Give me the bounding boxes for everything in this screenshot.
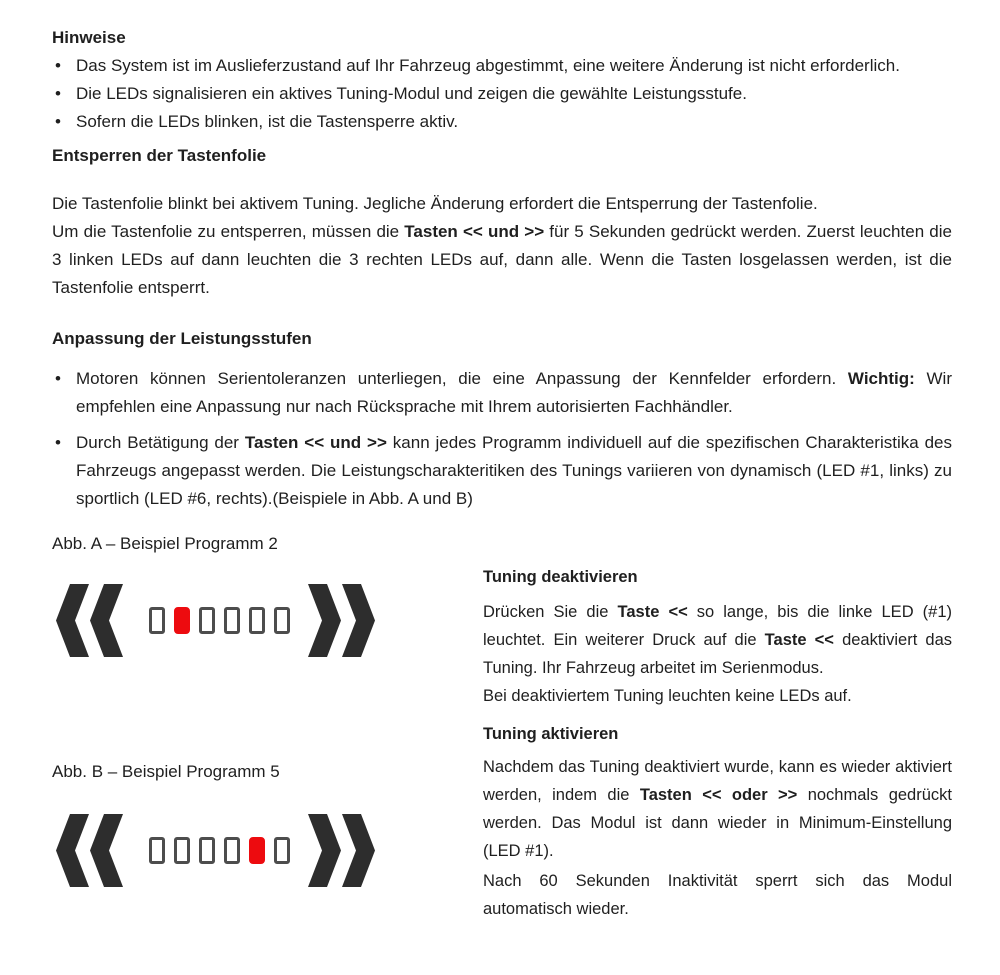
figure-b-label: Abb. B – Beispiel Programm 5 [52, 762, 280, 781]
double-chevron-left-icon [56, 584, 123, 657]
list-item: • Das System ist im Auslieferzustand auf Ihr Fahrzeug abgestimmt, eine weitere Änderung ist nicht erforderlich. [52, 52, 952, 80]
deactivate-note-paragraph: Bei deaktiviertem Tuning leuchten keine LEDs auf. [483, 687, 852, 705]
key-combo-bold: Tasten << und >> [404, 222, 545, 241]
text-run: kann jedes Programm individuell auf die spezifischen Charakteristika des Fahrzeugs angepasst werden. Die Leistungscharakteritiken des Tunings variieren von dynamisch (LED #1, links) zu sportlich (LED #6, rechts).(Beispiele in Abb. A und B) [76, 433, 952, 508]
figure-a-led-display [52, 584, 472, 657]
led-strip [149, 607, 290, 634]
led-2-inactive [174, 837, 190, 864]
key-combo-bold: Taste << [764, 631, 834, 649]
auto-lock-paragraph: Nach 60 Sekunden Inaktivität sperrt sich das Modul automatisch wieder. [483, 872, 952, 918]
list-item [52, 429, 952, 513]
led-1-inactive [149, 607, 165, 634]
led-3-inactive [199, 837, 215, 864]
led-5-inactive [249, 607, 265, 634]
figure-a-label: Abb. A – Beispiel Programm 2 [52, 534, 278, 553]
led-5-active [249, 837, 265, 864]
figures-and-instructions-section [52, 530, 952, 940]
double-chevron-left-icon [56, 814, 123, 887]
text-run: Motoren können Serientoleranzen unterliegen, die eine Anpassung der Kennfelder erfordern. [76, 369, 848, 388]
led-6-inactive [274, 607, 290, 634]
led-6-inactive [274, 837, 290, 864]
list-item [52, 365, 952, 421]
instructions-column [483, 563, 952, 923]
text-run: deaktiviert das Tuning. Ihr Fahrzeug arbeitet im Serienmodus. [483, 631, 952, 677]
key-combo-bold: Taste << [617, 603, 688, 621]
key-combo-bold: Tasten << und >> [244, 433, 387, 452]
unlock-paragraph-1: Die Tastenfolie blinkt bei aktivem Tuning. Jegliche Änderung erfordert die Entsperrung der Tastenfolie. [52, 194, 818, 213]
text-run: so lange, bis die linke LED (#1) leuchtet. Ein weiterer Druck auf die [483, 603, 953, 649]
text-run: Um die Tastenfolie zu entsperren, müssen die [52, 222, 405, 241]
text-run: nochmals gedrückt werden. Das Modul ist dann wieder in Minimum-Einstellung (LED #1). [483, 786, 952, 860]
adjust-bullet-list [52, 365, 952, 513]
led-4-inactive [224, 607, 240, 634]
unlock-paragraph-2 [52, 218, 952, 302]
adjust-heading: Anpassung der Leistungsstufen [52, 329, 312, 348]
text-run: Wir empfehlen eine Anpassung nur nach Rücksprache mit Ihrem autorisierten Fachhändler. [76, 369, 952, 416]
activate-heading: Tuning aktivieren [483, 725, 619, 743]
list-item: • Sofern die LEDs blinken, ist die Tastensperre aktiv. [52, 108, 952, 136]
figure-b-led-display [52, 814, 472, 887]
text-run: Nachdem das Tuning deaktiviert wurde, kann es wieder aktiviert werden, indem die [483, 758, 952, 804]
unlock-heading: Entsperren der Tastenfolie [52, 146, 267, 165]
text-run: Drücken Sie die [483, 603, 618, 621]
led-3-inactive [199, 607, 215, 634]
figure-column [52, 530, 472, 887]
double-chevron-right-icon [308, 584, 375, 657]
deactivate-heading: Tuning deaktivieren [483, 568, 638, 586]
notes-bullet-list [52, 52, 952, 136]
important-label-bold: Wichtig: [847, 369, 915, 388]
double-chevron-right-icon [308, 814, 375, 887]
text-run: Durch Betätigung der [76, 433, 245, 452]
text-run: für 5 Sekunden gedrückt werden. Zuerst leuchten die 3 linken LEDs auf dann leuchten die 3 rechten LEDs auf, dann alle. Wenn die Tasten losgelassen werden, ist die Tastenfolie entsperrt. [52, 222, 952, 297]
led-1-inactive [149, 837, 165, 864]
activate-paragraph [483, 753, 952, 865]
led-strip [149, 837, 290, 864]
led-4-inactive [224, 837, 240, 864]
deactivate-paragraph [483, 598, 952, 682]
led-2-active [174, 607, 190, 634]
key-combo-bold: Tasten << oder >> [639, 786, 798, 804]
notes-heading: Hinweise [52, 28, 126, 47]
list-item: • Die LEDs signalisieren ein aktives Tuning-Modul und zeigen die gewählte Leistungsstufe. [52, 80, 952, 108]
